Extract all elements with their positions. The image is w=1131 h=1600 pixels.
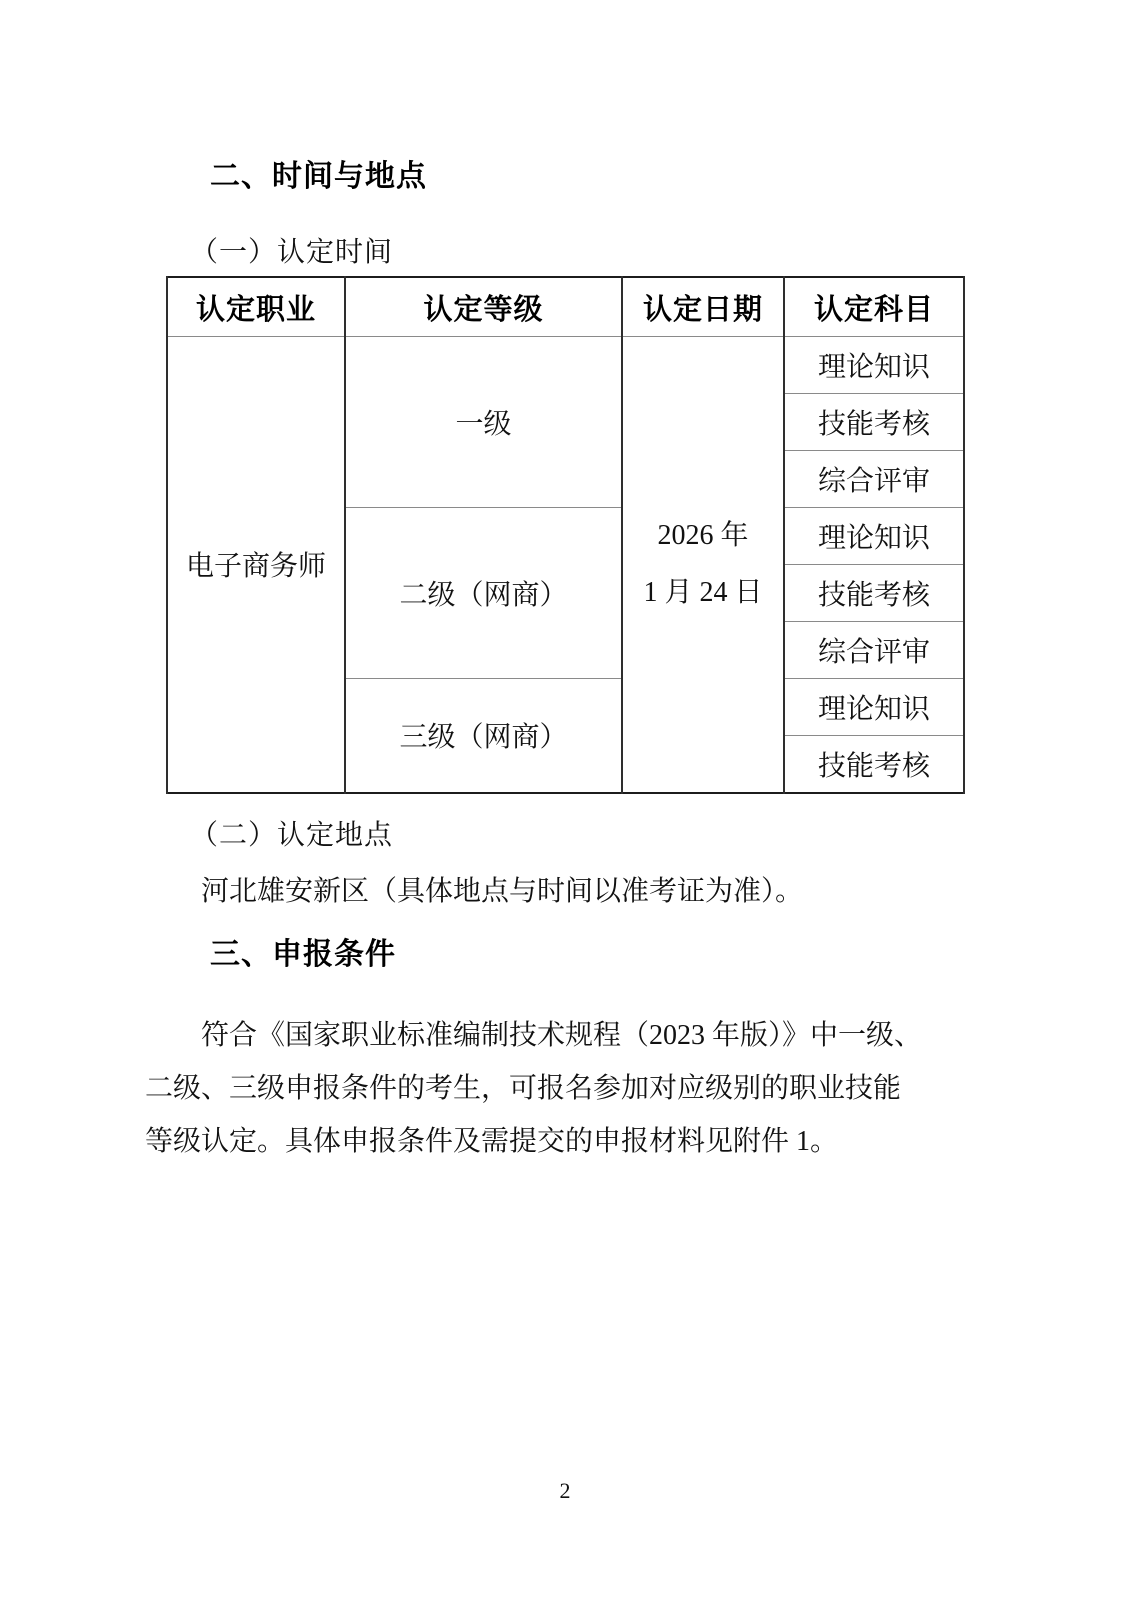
certification-schedule-table (166, 276, 965, 794)
occupation-cell: 电子商务师 (167, 337, 345, 793)
section-heading-time-place: 二、时间与地点 (210, 160, 427, 193)
level-cell-2: 二级（网商） (345, 508, 622, 679)
subject-cell: 理论知识 (784, 337, 964, 394)
subject-cell: 技能考核 (784, 736, 964, 793)
subject-cell: 综合评审 (784, 451, 964, 508)
subject-cell: 理论知识 (784, 679, 964, 736)
header-cell-date: 认定日期 (622, 277, 784, 337)
apply-paragraph-line-2: 二级、三级申报条件的考生，可报名参加对应级别的职业技能 (145, 1073, 902, 1104)
level-cell-3: 三级（网商） (345, 679, 622, 793)
level-cell-1: 一级 (345, 337, 622, 508)
apply-paragraph-line-1: 符合《国家职业标准编制技术规程（2023 年版）》中一级、 (201, 1020, 923, 1051)
header-cell-occupation: 认定职业 (167, 277, 345, 337)
subject-cell: 理论知识 (784, 508, 964, 565)
section-heading-apply-conditions: 三、申报条件 (210, 938, 396, 971)
date-cell (622, 337, 784, 793)
header-cell-level: 认定等级 (345, 277, 622, 337)
subject-cell: 综合评审 (784, 622, 964, 679)
sub-heading-certification-time: （一）认定时间 (190, 237, 394, 268)
page-number: 2 (559, 1478, 571, 1503)
subject-cell: 技能考核 (784, 565, 964, 622)
sub-heading-certification-place: （二）认定地点 (190, 820, 394, 851)
table-row (167, 337, 964, 394)
table-header-row (167, 277, 964, 337)
certification-place-text: 河北雄安新区（具体地点与时间以准考证为准）。 (201, 876, 804, 907)
date-line-year: 2026 年 (657, 520, 749, 552)
header-cell-subject: 认定科目 (784, 277, 964, 337)
date-line-day: 1 月 24 日 (643, 577, 763, 609)
apply-paragraph-line-3: 等级认定。具体申报条件及需提交的申报材料见附件 1。 (145, 1126, 839, 1157)
subject-cell: 技能考核 (784, 394, 964, 451)
